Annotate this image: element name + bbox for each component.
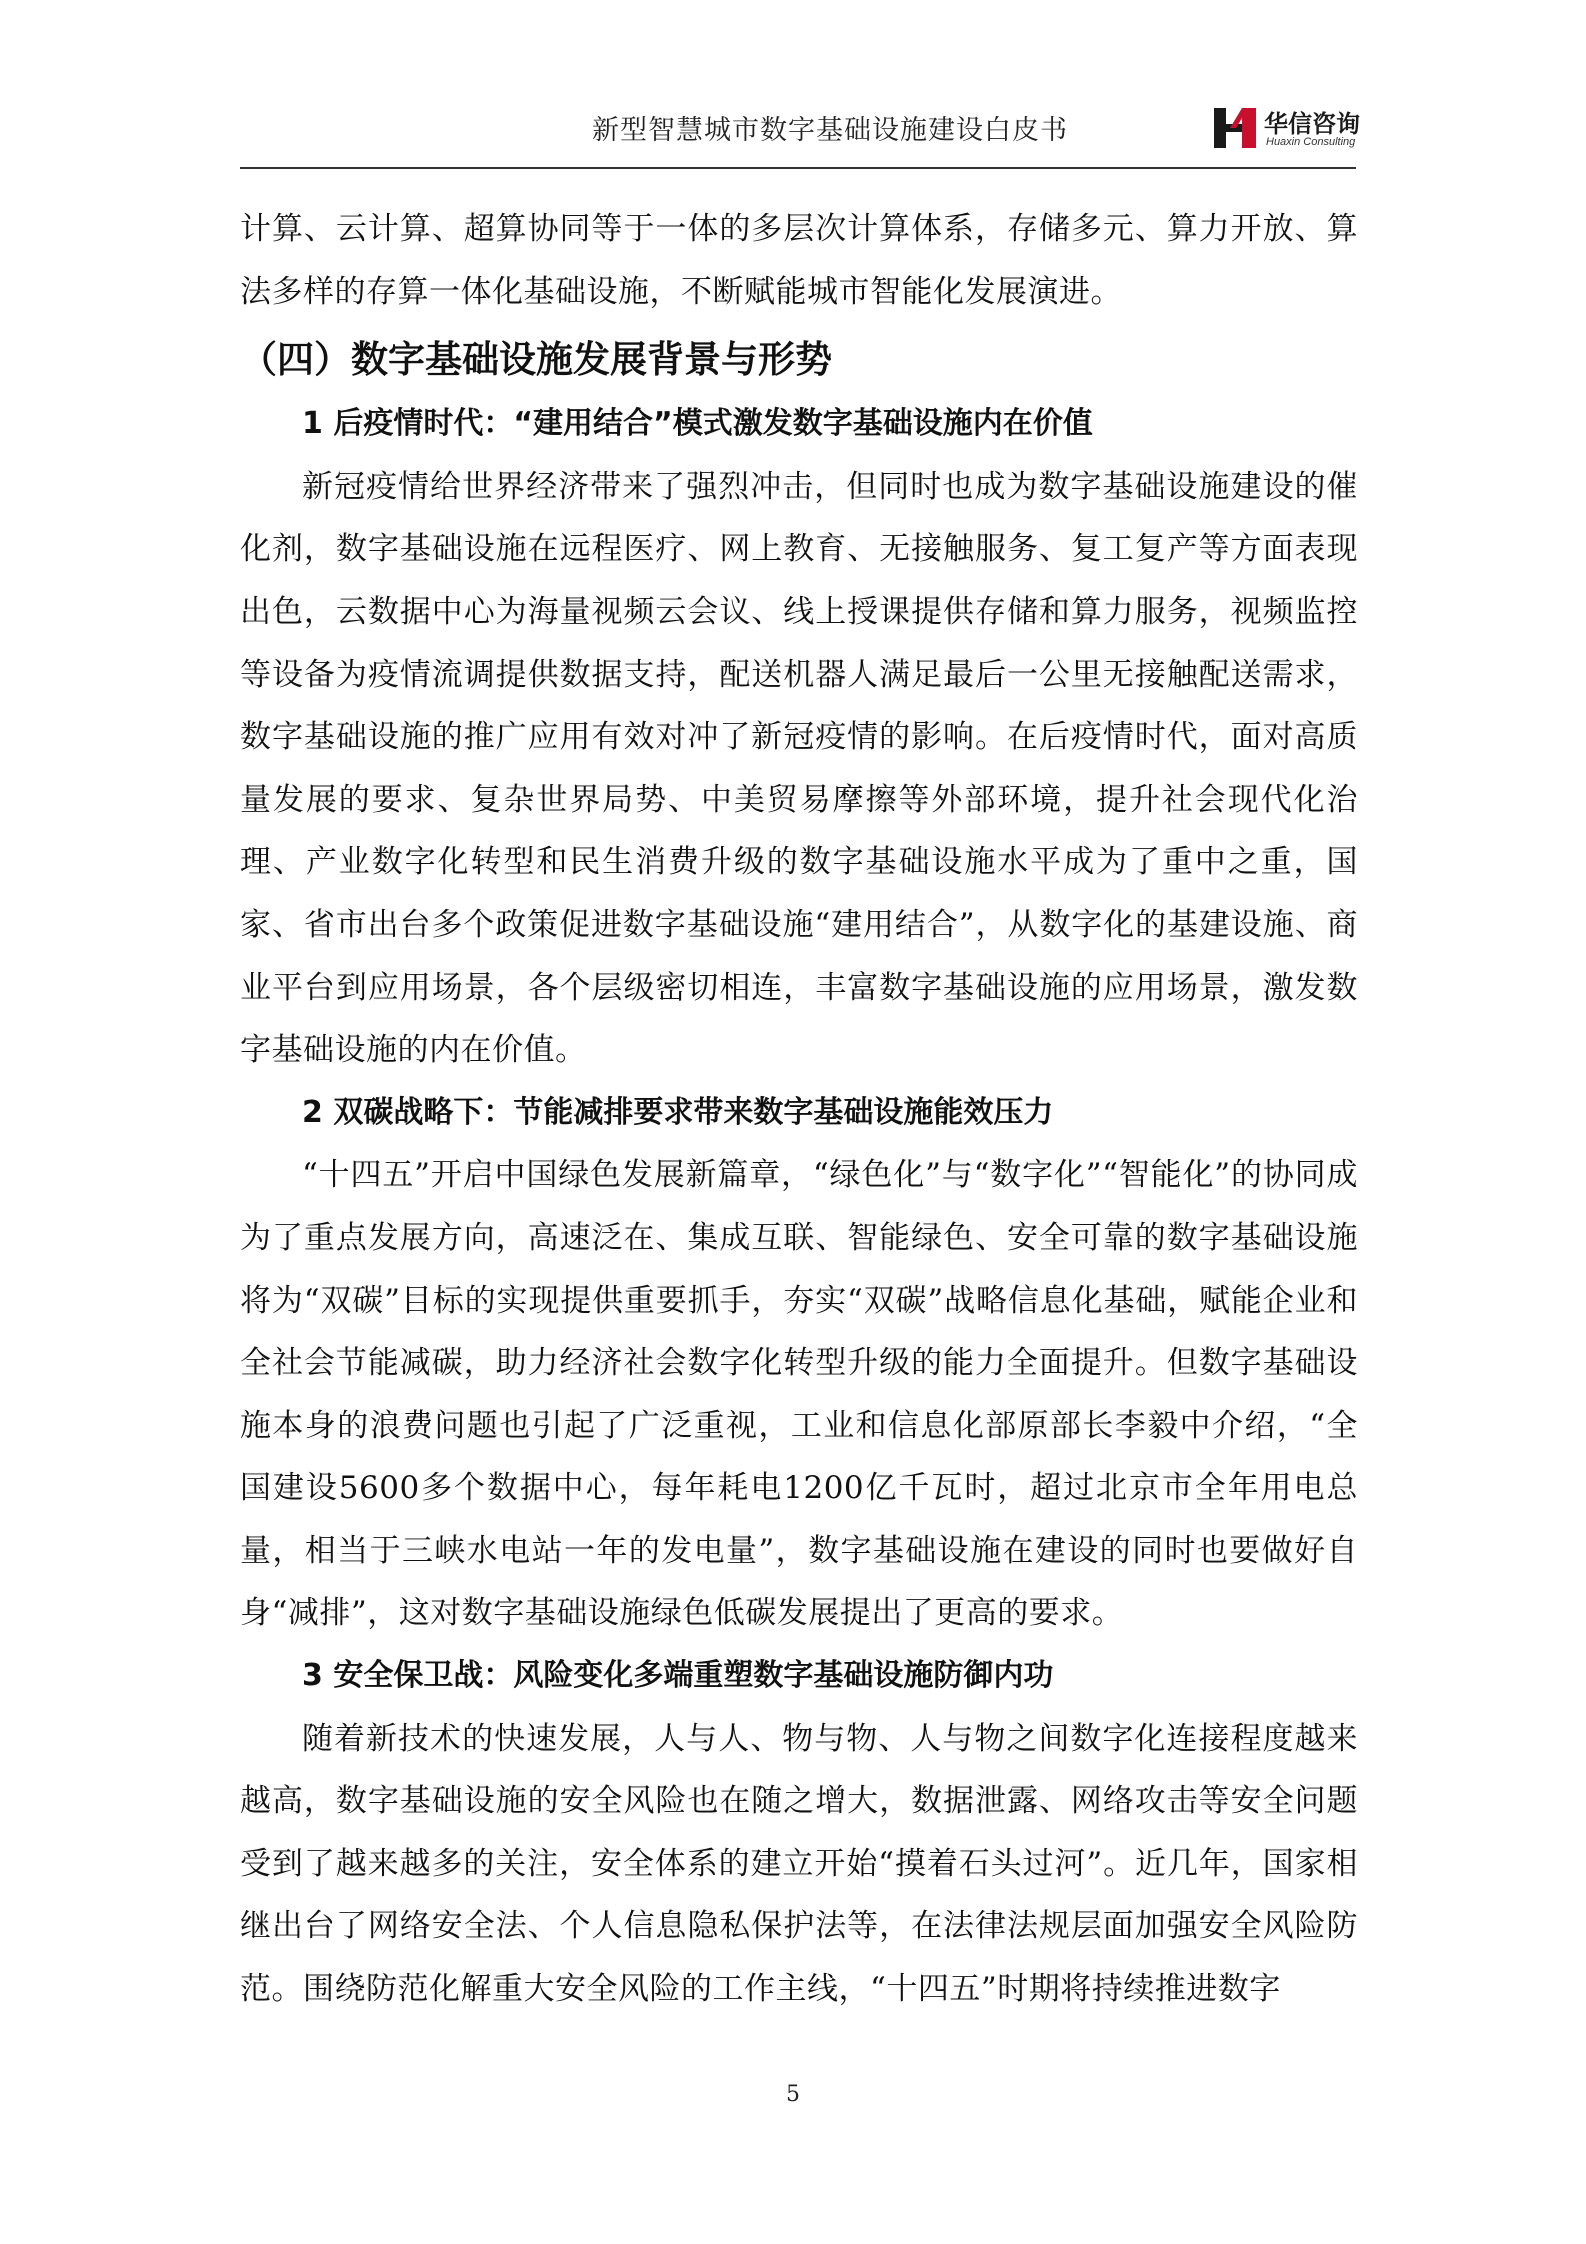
section-heading: （四）数字基础设施发展背景与形势 bbox=[240, 338, 832, 382]
logo-chinese-name: 华信咨询 bbox=[1264, 110, 1360, 138]
page-number: 5 bbox=[786, 2082, 800, 2107]
running-header-title: 新型智慧城市数字基础设施建设白皮书 bbox=[592, 115, 1068, 146]
page-body bbox=[240, 198, 1358, 2021]
subsection-heading-1: 1 后疫情时代：“建用结合”模式激发数字基础设施内在价值 bbox=[302, 406, 1093, 442]
logo-english-name: Huaxin Consulting bbox=[1266, 136, 1356, 148]
intro-paragraph: 计算、云计算、超算协同等于一体的多层次计算体系，存储多元、算力开放、算法多样的存算一体化基础设施，不断赋能城市智能化发展演进。 bbox=[240, 211, 1358, 310]
subsection-heading-3: 3 安全保卫战：风险变化多端重塑数字基础设施防御内功 bbox=[302, 1658, 1054, 1694]
huaxin-logo-icon bbox=[1212, 106, 1258, 150]
header-divider bbox=[240, 167, 1356, 169]
subsection-paragraph-2: “十四五”开启中国绿色发展新篇章，“绿色化”与“数字化”“智能化”的协同成为了重点发展方向，高速泛在、集成互联、智能绿色、安全可靠的数字基础设施将为“双碳”目标的实现提供重要抓手，夯实“双碳”战略信息化基础，赋能企业和全社会节能减碳，助力经济社会数字化转型升级的能力全面提升。但数字基础设施本身的浪费问题也引起了广泛重视，工业和信息化部原部长李毅中介绍，“全国建设5600多个数据中心，每年耗电1200亿千瓦时，超过北京市全年用电总量，相当于三峡水电站一年的发电量”，数字基础设施在建设的同时也要做好自身“减排”，这对数字基础设施绿色低碳发展提出了更高的要求。 bbox=[240, 1157, 1358, 1632]
huaxin-logo bbox=[1212, 104, 1362, 154]
subsection-heading-2: 2 双碳战略下：节能减排要求带来数字基础设施能效压力 bbox=[302, 1094, 1054, 1130]
subsection-paragraph-1: 新冠疫情给世界经济带来了强烈冲击，但同时也成为数字基础设施建设的催化剂，数字基础设施在远程医疗、网上教育、无接触服务、复工复产等方面表现出色，云数据中心为海量视频云会议、线上授课提供存储和算力服务，视频监控等设备为疫情流调提供数据支持，配送机器人满足最后一公里无接触配送需求，数字基础设施的推广应用有效对冲了新冠疫情的影响。在后疫情时代，面对高质量发展的要求、复杂世界局势、中美贸易摩擦等外部环境，提升社会现代化治理、产业数字化转型和民生消费升级的数字基础设施水平成为了重中之重，国家、省市出台多个政策促进数字基础设施“建用结合”，从数字化的基建设施、商业平台到应用场景，各个层级密切相连，丰富数字基础设施的应用场景，激发数字基础设施的内在价值。 bbox=[240, 468, 1358, 1069]
subsection-paragraph-3: 随着新技术的快速发展，人与人、物与物、人与物之间数字化连接程度越来越高，数字基础设施的安全风险也在随之增大，数据泄露、网络攻击等安全问题受到了越来越多的关注，安全体系的建立开始“摸着石头过河”。近几年，国家相继出台了网络安全法、个人信息隐私保护法等，在法律法规层面加强安全风险防范。围绕防范化解重大安全风险的工作主线，“十四五”时期将持续推进数字 bbox=[240, 1720, 1358, 2008]
